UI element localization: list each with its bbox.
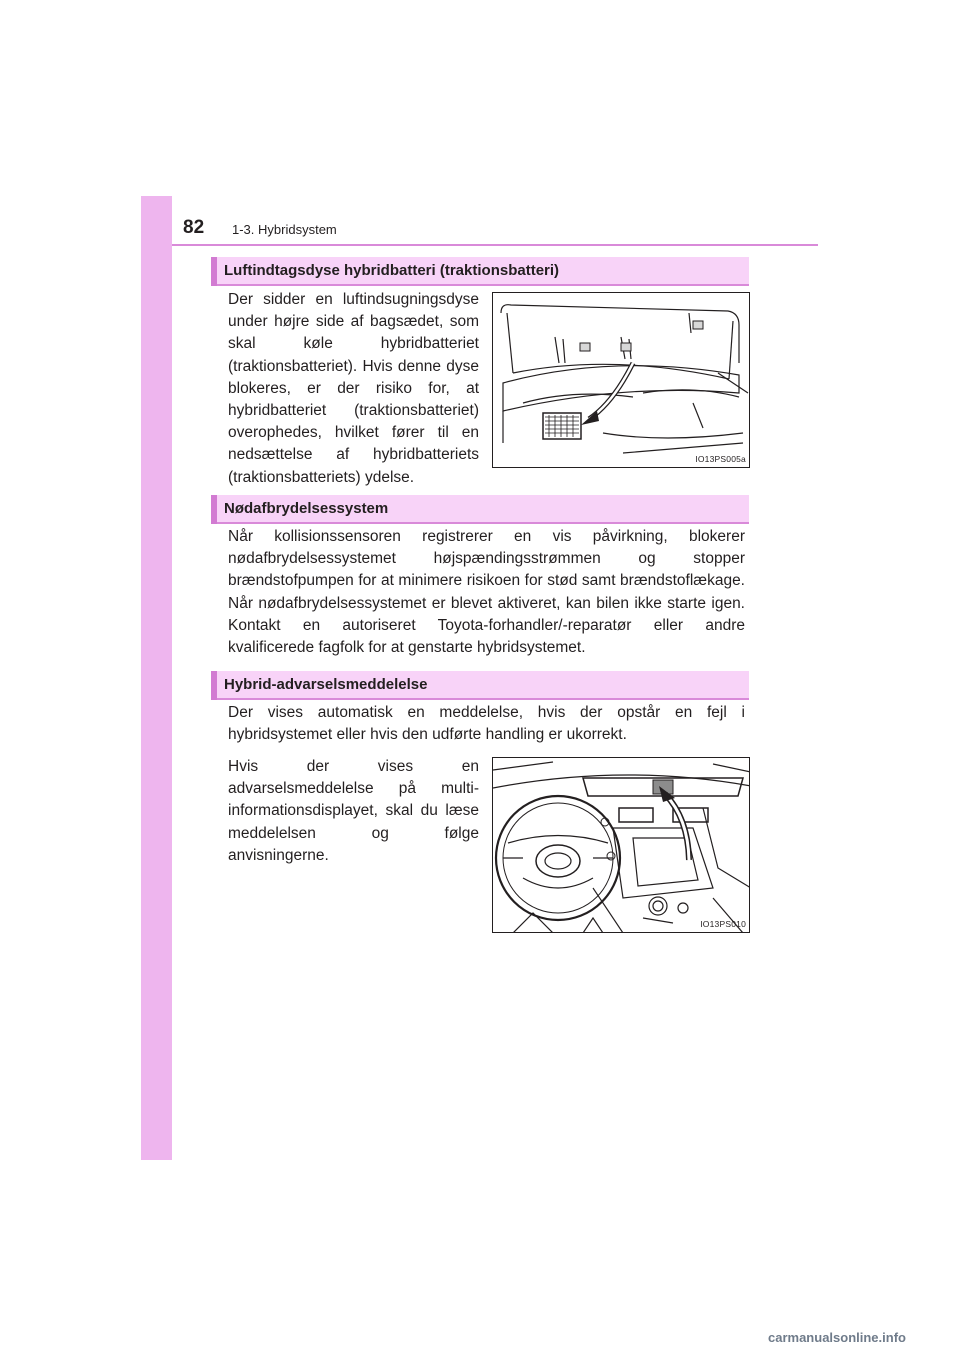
watermark: carmanualsonline.info xyxy=(768,1330,906,1345)
sidebar-tab xyxy=(141,196,172,1160)
heading-text: Luftindtagsdyse hybridbatteri (traktionsbatteri) xyxy=(224,262,560,279)
rear-seat-illustration xyxy=(493,293,750,468)
heading-emergency-shutoff xyxy=(211,495,749,524)
figure-rear-seat-intake xyxy=(492,292,750,468)
section-title: 1-3. Hybridsystem xyxy=(232,222,337,237)
paragraph-emergency-shutoff: Når kollisionssensoren registrerer en vis påvirkning, blokerer nødafbrydelsessystemet højspændingsstrømmen og stopper brændstofpumpen for at minimere risikoen for stød samt brændstoflækage. Når nødafbrydelsessystemet er blevet aktiveret, kan bilen ikke starte igen. Kontakt en autoriseret Toyota-forhandler/-reparatør eller andre kvalificerede fagfolk for at genstarte hybridsystemet. xyxy=(228,528,745,657)
figure-code: IO13PS010 xyxy=(700,919,746,929)
paragraph-air-intake: Der sidder en luftindsugningsdyse under højre side af bagsædet, som skal køle hybridbatteriet (traktionsbatteriet). Hvis denne dyse blokeres, er der risiko for, at hybridbatteriet (traktionsbatteriet) overophedes, hvilket fører til en nedsættelse af hybridbatteriets (traktionsbatteriets) ydelse. xyxy=(228,291,479,486)
header-divider xyxy=(172,244,818,246)
figure-dashboard-display xyxy=(492,757,750,933)
page-number: 82 xyxy=(183,217,205,238)
figure-code: IO13PS005a xyxy=(695,454,746,464)
dashboard-illustration xyxy=(493,758,750,933)
paragraph-warning-instructions: Hvis der vises en advarselsmeddelelse på multi-informationsdisplayet, skal du læse meddelelsen og følge anvisningerne. xyxy=(228,758,479,864)
heading-hybrid-warning xyxy=(211,671,749,700)
heading-air-intake xyxy=(211,257,749,286)
paragraph-hybrid-warning: Der vises automatisk en meddelelse, hvis der opstår en fejl i hybridsystemet eller hvis den udførte handling er ukorrekt. xyxy=(228,704,745,744)
heading-text: Hybrid-advarselsmeddelelse xyxy=(224,676,428,693)
heading-text: Nødafbrydelsessystem xyxy=(224,500,389,517)
